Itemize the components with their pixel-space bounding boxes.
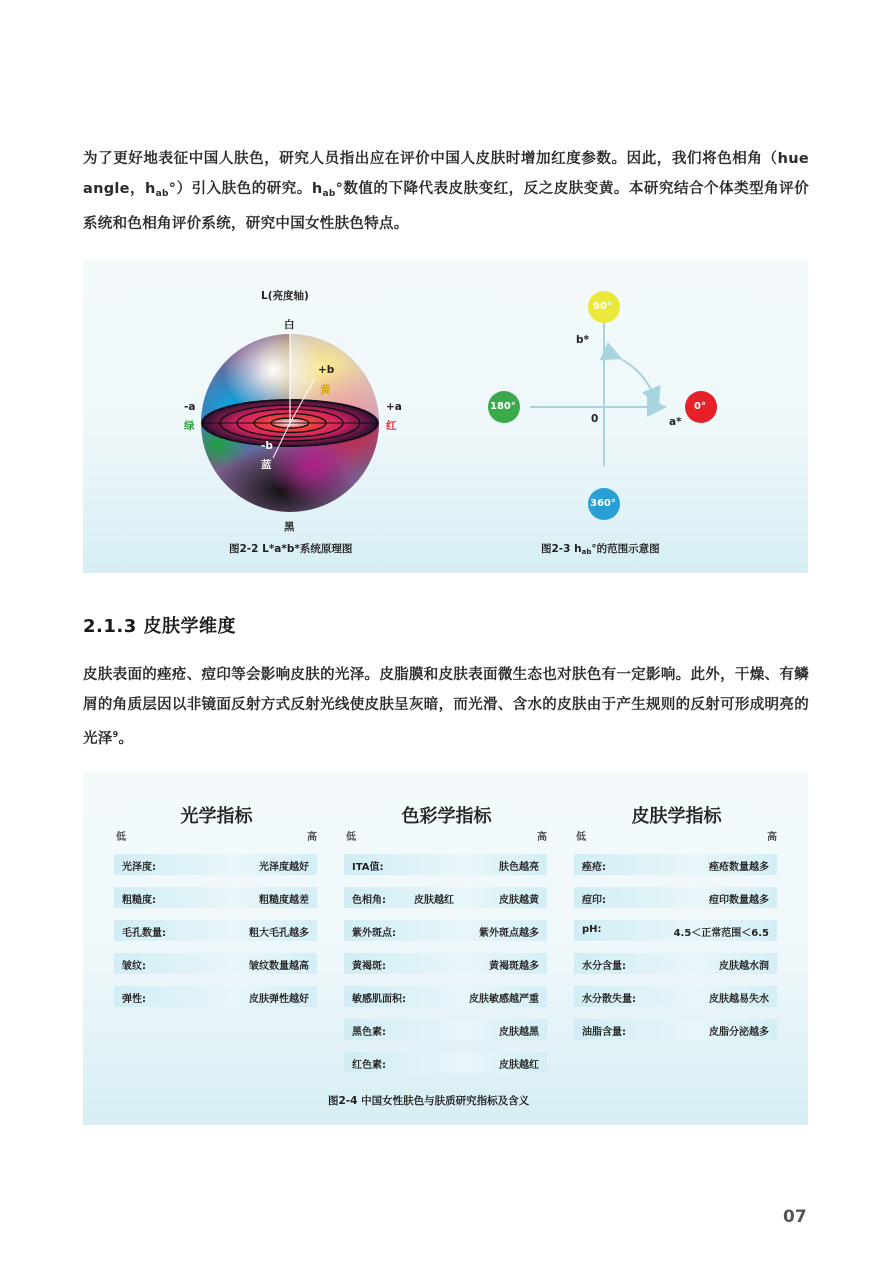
- origin-label: 0: [591, 413, 599, 425]
- green-label: 绿: [184, 420, 195, 432]
- indicator-row: [344, 920, 547, 941]
- high-label: 高: [537, 832, 547, 843]
- indicator-name: pH:: [582, 924, 602, 935]
- indicator-row: [344, 1019, 547, 1040]
- hue-360-label: 360°: [590, 498, 616, 509]
- indicator-name: 弹性:: [122, 994, 146, 1005]
- indicator-meaning-low: 皮肤越红: [414, 895, 454, 906]
- indicator-row: [344, 887, 547, 908]
- lab-figure-caption: 图2-2 L*a*b*系统原理图: [229, 543, 353, 555]
- intro-paragraph: 为了更好地表征中国人肤色，研究人员指出应在评价中国人皮肤时增加红度参数。因此，我们将色相角（hue angle，$h_{ab}^\circ$）引入肤色的研究。$h_{ab}^\circ$数值的下降代表皮肤变红，反之皮肤变黄。本研究结合个体类型角评价系统和色相角评价系统，研究中国女性肤色特点。: [83, 150, 809, 232]
- column-title: 色彩学指标: [401, 806, 492, 827]
- indicator-name: 光泽度:: [122, 862, 156, 873]
- indicator-row: [574, 953, 777, 974]
- indicator-row: [344, 1052, 547, 1073]
- section-heading: 2.1.3 皮肤学维度: [83, 616, 237, 637]
- indicator-meaning: 痘印数量越多: [709, 895, 769, 906]
- column-title: 光学指标: [180, 806, 253, 827]
- indicator-name: 皱纹:: [122, 961, 146, 972]
- a-star-label: a*: [669, 416, 682, 428]
- hue-180-label: 180°: [490, 401, 516, 412]
- indicator-meaning: 皮肤敏感越严重: [469, 994, 539, 1005]
- indicator-name: 黄褐斑:: [352, 961, 386, 972]
- indicator-row: [114, 854, 317, 875]
- indicator-meaning: 皮脂分泌越多: [709, 1027, 769, 1038]
- indicator-row: [114, 986, 317, 1007]
- indicator-meaning: 皮肤越水润: [719, 961, 769, 972]
- indicator-name: 水分含量:: [582, 961, 626, 972]
- indicator-meaning: 皮肤越易失水: [709, 994, 769, 1005]
- indicator-name: 毛孔数量:: [122, 928, 166, 939]
- low-label: 低: [116, 832, 126, 843]
- indicators-panel: [83, 772, 808, 1125]
- indicator-row: [574, 1019, 777, 1040]
- plus-a-label: +a: [386, 401, 402, 413]
- indicator-row: [344, 854, 547, 875]
- red-label: 红: [386, 420, 397, 432]
- indicator-name: 痤疮:: [582, 862, 606, 873]
- indicator-name: ITA值:: [352, 862, 384, 873]
- indicator-name: 敏感肌面积:: [352, 994, 406, 1005]
- indicator-name: 粗糙度:: [122, 895, 156, 906]
- indicator-meaning: 皮肤弹性越好: [249, 994, 309, 1005]
- indicator-name: 色相角:: [352, 895, 386, 906]
- indicator-row: [574, 920, 777, 941]
- indicator-meaning: 皱纹数量越高: [249, 961, 309, 972]
- indicator-meaning: 痤疮数量越多: [709, 862, 769, 873]
- figure-panel: [83, 260, 808, 573]
- indicator-row: [574, 887, 777, 908]
- indicator-name: 黑色素:: [352, 1027, 386, 1038]
- low-label: 低: [346, 832, 356, 843]
- hue-figure-caption: 图2-3 $h_{ab}^\circ$的范围示意图: [541, 543, 660, 556]
- hue-0-label: 0°: [694, 401, 706, 412]
- indicator-name: 痘印:: [582, 895, 606, 906]
- indicator-meaning: 4.5＜正常范围＜6.5: [673, 928, 769, 939]
- indicator-row: [114, 887, 317, 908]
- indicator-meaning: 皮肤越黄: [499, 895, 539, 906]
- plus-b-label: +b: [318, 364, 335, 376]
- indicator-name: 紫外斑点:: [352, 928, 396, 939]
- page-number: 07: [783, 1207, 807, 1227]
- lab-sphere: [168, 310, 410, 535]
- yellow-label: 黄: [320, 384, 331, 396]
- indicator-row: [574, 854, 777, 875]
- indicator-row: [344, 953, 547, 974]
- column-title: 皮肤学指标: [631, 806, 722, 827]
- indicator-meaning: 肤色越亮: [499, 862, 539, 873]
- lightness-axis-label: L(亮度轴): [261, 290, 309, 302]
- indicator-meaning: 黄褐斑越多: [489, 961, 539, 972]
- blue-label: 蓝: [261, 459, 272, 471]
- hue-angle-diagram: [488, 291, 717, 520]
- indicator-meaning: 光泽度越好: [259, 862, 309, 873]
- indicator-meaning: 皮肤越红: [499, 1060, 539, 1071]
- indicator-row: [574, 986, 777, 1007]
- indicator-meaning: 粗大毛孔越多: [249, 928, 309, 939]
- black-label: 黑: [284, 521, 295, 533]
- indicator-meaning: 粗糙度越差: [259, 895, 309, 906]
- white-label: 白: [284, 319, 295, 331]
- high-label: 高: [307, 832, 317, 843]
- dermatology-paragraph: 皮肤表面的痤疮、痘印等会影响皮肤的光泽。皮脂膜和皮肤表面微生态也对肤色有一定影响。此外，干燥、有鳞屑的角质层因以非镜面反射方式反射光线使皮肤呈灰暗，而光滑、含水的皮肤由于产生规则的反射可形成明亮的光泽$^9$。: [83, 666, 809, 747]
- indicator-name: 水分散失量:: [582, 994, 636, 1005]
- hue-90-label: 90°: [593, 301, 612, 312]
- indicator-row: [114, 920, 317, 941]
- low-label: 低: [576, 832, 586, 843]
- indicator-name: 油脂含量:: [582, 1027, 626, 1038]
- minus-b-label: -b: [261, 440, 273, 452]
- b-star-label: b*: [576, 334, 590, 346]
- indicator-name: 红色素:: [352, 1060, 386, 1071]
- indicator-row: [114, 953, 317, 974]
- indicators-caption: 图2-4 中国女性肤色与肤质研究指标及含义: [328, 1095, 530, 1107]
- high-label: 高: [767, 832, 777, 843]
- indicator-row: [344, 986, 547, 1007]
- minus-a-label: -a: [184, 401, 196, 413]
- indicator-meaning: 皮肤越黑: [499, 1027, 539, 1038]
- indicator-meaning: 紫外斑点越多: [479, 928, 539, 939]
- figure-graphics: [83, 260, 808, 573]
